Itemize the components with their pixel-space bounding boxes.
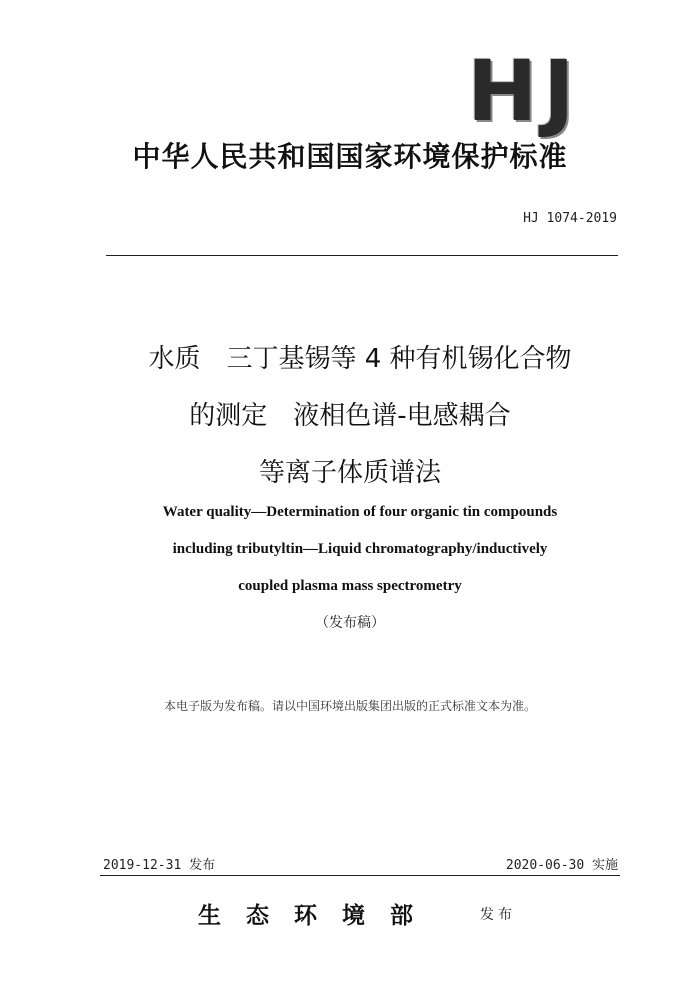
bottom-divider <box>100 875 620 876</box>
edition-note: 本电子版为发布稿。请以中国环境出版集团出版的正式标准文本为准。 <box>163 699 536 713</box>
chinese-title-line-2: 的测定 液相色谱-电感耦合 <box>189 401 511 431</box>
publisher-name: 生态环境部 <box>198 903 438 929</box>
english-title-line-1: Water quality—Determination of four organic tin compounds <box>162 504 558 520</box>
publisher-suffix: 发布 <box>480 907 516 923</box>
organization-title: 中华人民共和国国家环境保护标准 <box>132 140 568 173</box>
top-divider <box>106 255 618 256</box>
release-status: （发布稿） <box>315 615 385 631</box>
english-title-line-3: coupled plasma mass spectrometry <box>238 578 462 594</box>
implementation-date: 2020-06-30 实施 <box>505 858 618 873</box>
issue-date: 2019-12-31 发布 <box>103 858 216 873</box>
chinese-title-line-1: 水质 三丁基锡等 4 种有机锡化合物 <box>148 344 572 374</box>
hj-logo: HJ <box>467 42 581 140</box>
standard-number: HJ 1074-2019 <box>523 211 617 226</box>
chinese-title-line-3: 等离子体质谱法 <box>258 458 441 488</box>
english-title-line-2: including tributyltin—Liquid chromatography/inductively <box>172 541 548 557</box>
